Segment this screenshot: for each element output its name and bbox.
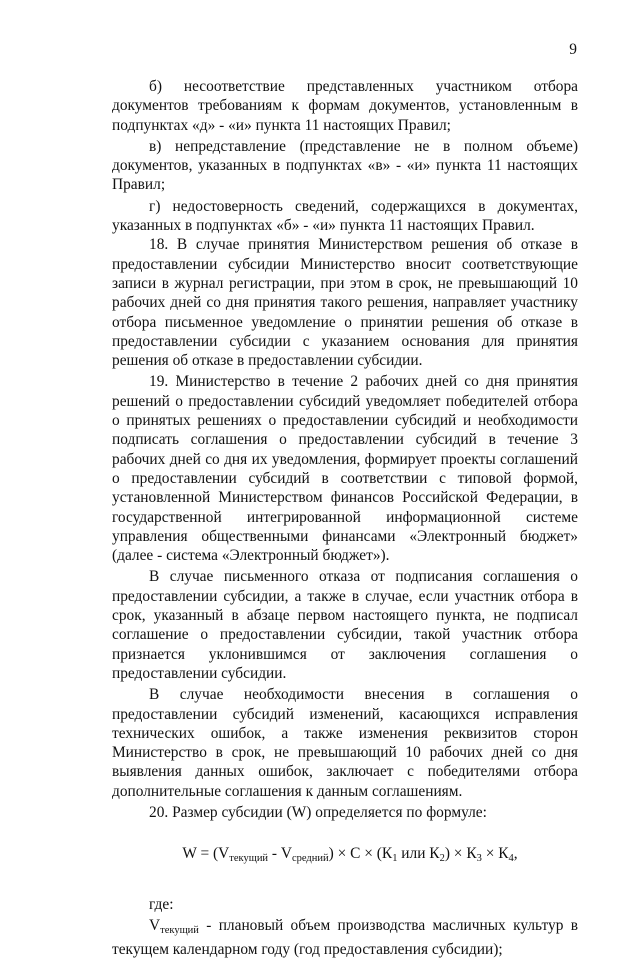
paragraph-18: 18. В случае принятия Министерством решения об отказе в предоставлении субсидии Министерство вносит соответствующие записи в журнал регистрации, при этом в срок, не превышающий 10 рабочих дней со дня принятия такого решения, направляет участнику отбора письменное уведомление о принятии решения об отказе в предоставлении субсидии с указанием основания для принятия решения об отказе в предоставлении субсидии.: [112, 236, 578, 370]
paragraph-v: в) непредставление (представление не в полном объеме) документов, указанных в подпунктах «в» - «и» пункта 11 настоящих Правил;: [112, 137, 578, 194]
paragraph-g: г) недостоверность сведений, содержащихся в документах, указанных в подпунктах «б» - «и» пункта 11 настоящих Правил.: [112, 197, 578, 235]
definition-v-current: $V_{текущий}$ - плановый объем производства масличных культур в текущем календарном году (год предоставления субсидии);: [112, 916, 578, 959]
subsidy-formula: $W = (V_{текущий} - V_{средний}) \times С \times (К_1$ или $К_2) \times К_3 \times К_4$,: [182, 845, 518, 865]
paragraph-19-changes: В случае необходимости внесения в соглашения о предоставлении субсидий изменений, касающихся исправления технических ошибок, а также изменения реквизитов сторон Министерство в срок, не превышающий 10 рабочих дней со дня выявления данных ошибок, заключает с победителями отбора дополнительные соглашения к данным соглашениям.: [112, 686, 578, 800]
document-body: [112, 77, 578, 959]
paragraph-b: б) несоответствие представленных участником отбора документов требованиям к формам документов, установленным в подпунктах «д» - «и» пункта 11 настоящих Правил;: [112, 78, 578, 134]
paragraph-19-refusal: В случае письменного отказа от подписания соглашения о предоставлении субсидии, а также в случае, если участник отбора в срок, указанный в абзаце первом настоящего пункта, не подписал соглашение о предоставлении субсидии, такой участник отбора признается уклонившимся от заключения соглашения о предоставлении субсидии.: [112, 568, 578, 682]
paragraph-20: 20. Размер субсидии (W) определяется по формуле:: [149, 803, 487, 821]
paragraph-19: 19. Министерство в течение 2 рабочих дней со дня принятия решений о предоставлении субсидий уведомляет победителей отбора о принятых решениях о предоставлении субсидий и необходимости подписать соглашения о предоставлении субсидий в течение 3 рабочих дней со дня их уведомления, формирует проекты соглашений о предоставлении субсидий в соответствии с типовой формой, установленной Министерством финансов Российской Федерации, в государственной интегрированной информационной системе управления общественными финансами «Электронный бюджет» (далее - система «Электронный бюджет»).: [112, 373, 578, 565]
where-label: где:: [149, 895, 174, 913]
page-number: 9: [569, 41, 577, 58]
